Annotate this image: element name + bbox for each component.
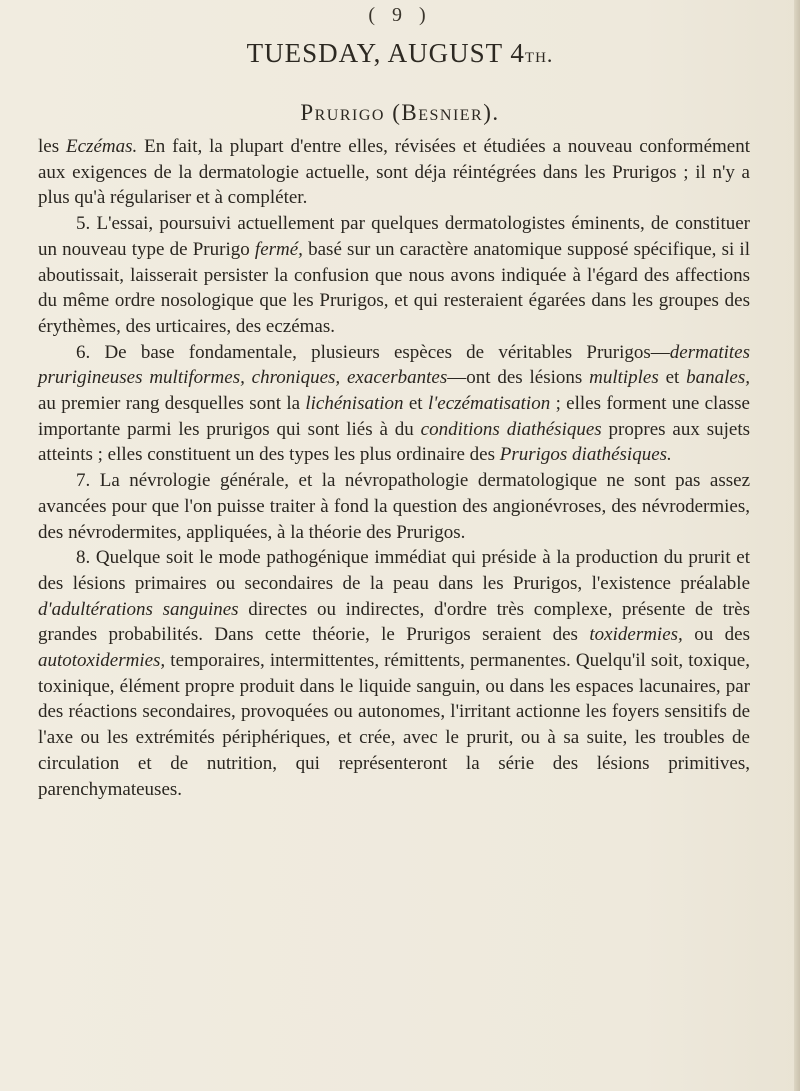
text-run: —ont des lésions (447, 367, 590, 389)
italic-text: d'adultérations sanguines (38, 598, 239, 620)
text-run: et (658, 367, 687, 389)
text-run: 8. Quelque soit le mode pathogénique immédiat qui préside à la production du prurit et des lésions primaires ou secondaires de la peau dans les Prurigos, l'existence préalable (38, 547, 750, 594)
running-head-suffix: th. (524, 42, 554, 67)
text-run: 7. La névrologie générale, et la névropathologie dermatologique ne sont pas assez avancées pour que l'on puisse traiter à fond la question des angionévroses, des névrodermies, des névrodermites, appliquées, à la théorie des Prurigos. (38, 470, 750, 543)
text-run: ou des (682, 624, 750, 646)
text-run: propres aux sujets atteints ; elles constituent un des types les plus ordinaire des (38, 418, 750, 466)
italic-text: conditions diathésiques (420, 418, 602, 440)
paragraph-8 (38, 545, 750, 802)
italic-text: multiples (589, 367, 659, 389)
text-run: au premier rang desquelles sont la (38, 393, 306, 415)
paragraph-continuation (38, 134, 750, 211)
text-run: les (38, 136, 67, 157)
text-run: et (403, 393, 428, 415)
text-run: basé sur un caractère anatomique supposé spécifique, si il aboutissait, laisserait persister la confusion que nous avons indiquée à l'égard des affections du même ordre nosologique que les Prurigos, et qui resteraient égarées dans les groupes des érythèmes, des urticaires, des eczémas. (38, 238, 750, 337)
text-run: ; elles forment une classe importante parmi les prurigos qui sont liés à du (38, 393, 750, 440)
text-run: directes ou indirectes, d'ordre très complexe, présente de très grandes probabilités. Dans cette théorie, le Prurigos seraient des (38, 598, 750, 646)
paragraph-6 (38, 340, 750, 469)
italic-text: l'eczématisation (427, 393, 551, 415)
paragraph-7 (38, 468, 750, 545)
text-run: temporaires, intermittentes, rémittents, permanentes. Quelqu'il soit, toxique, toxinique, élément propre produit dans le liquide sanguin, ou dans les espaces lacunaires, par des réactions secondaires, provoquées ou autonomes, l'irritant actionne les foyers sensitifs de l'axe ou les extrémités périphériques, et crée, avec le prurit, ou à sa suite, les troubles de circulation et de nutrition, qui représenteront la série des lésions primitives, parenchymateuses. (38, 650, 750, 800)
italic-text: dermatites prurigineuses multiformes, chroniques, exacerbantes (38, 341, 750, 389)
paragraph-5 (38, 211, 750, 340)
page-edge (794, 0, 800, 1091)
italic-text: banales, (686, 367, 750, 389)
section-title: Prurigo (Besnier). (300, 100, 500, 125)
text-run: 5. L'essai, poursuivi actuellement par quelques dermatologistes éminents, de constituer un nouveau type de Prurigo (38, 213, 750, 260)
italic-text: fermé, (254, 238, 303, 260)
italic-text: toxidermies, (589, 624, 683, 646)
running-head (0, 38, 800, 69)
text-run: 6. De base fondamentale, plusieurs espèces de véritables Prurigos— (76, 341, 670, 363)
italic-text: autotoxidermies, (38, 650, 166, 672)
italic-text: lichénisation (305, 393, 404, 415)
body-text (38, 134, 750, 802)
page-number: ( 9 ) (368, 4, 432, 26)
running-head-text: TUESDAY, AUGUST 4 (246, 38, 525, 68)
text-run: En fait, la plupart d'entre elles, révisées et étudiées a nouveau conformément aux exigences de la dermatologie actuelle, sont déja réintégrées dans les Prurigos ; il n'y a plus qu'à régulariser et à compléter. (38, 136, 750, 209)
italic-text: Eczémas. (66, 136, 138, 157)
italic-text: Prurigos diathésiques. (499, 444, 672, 466)
